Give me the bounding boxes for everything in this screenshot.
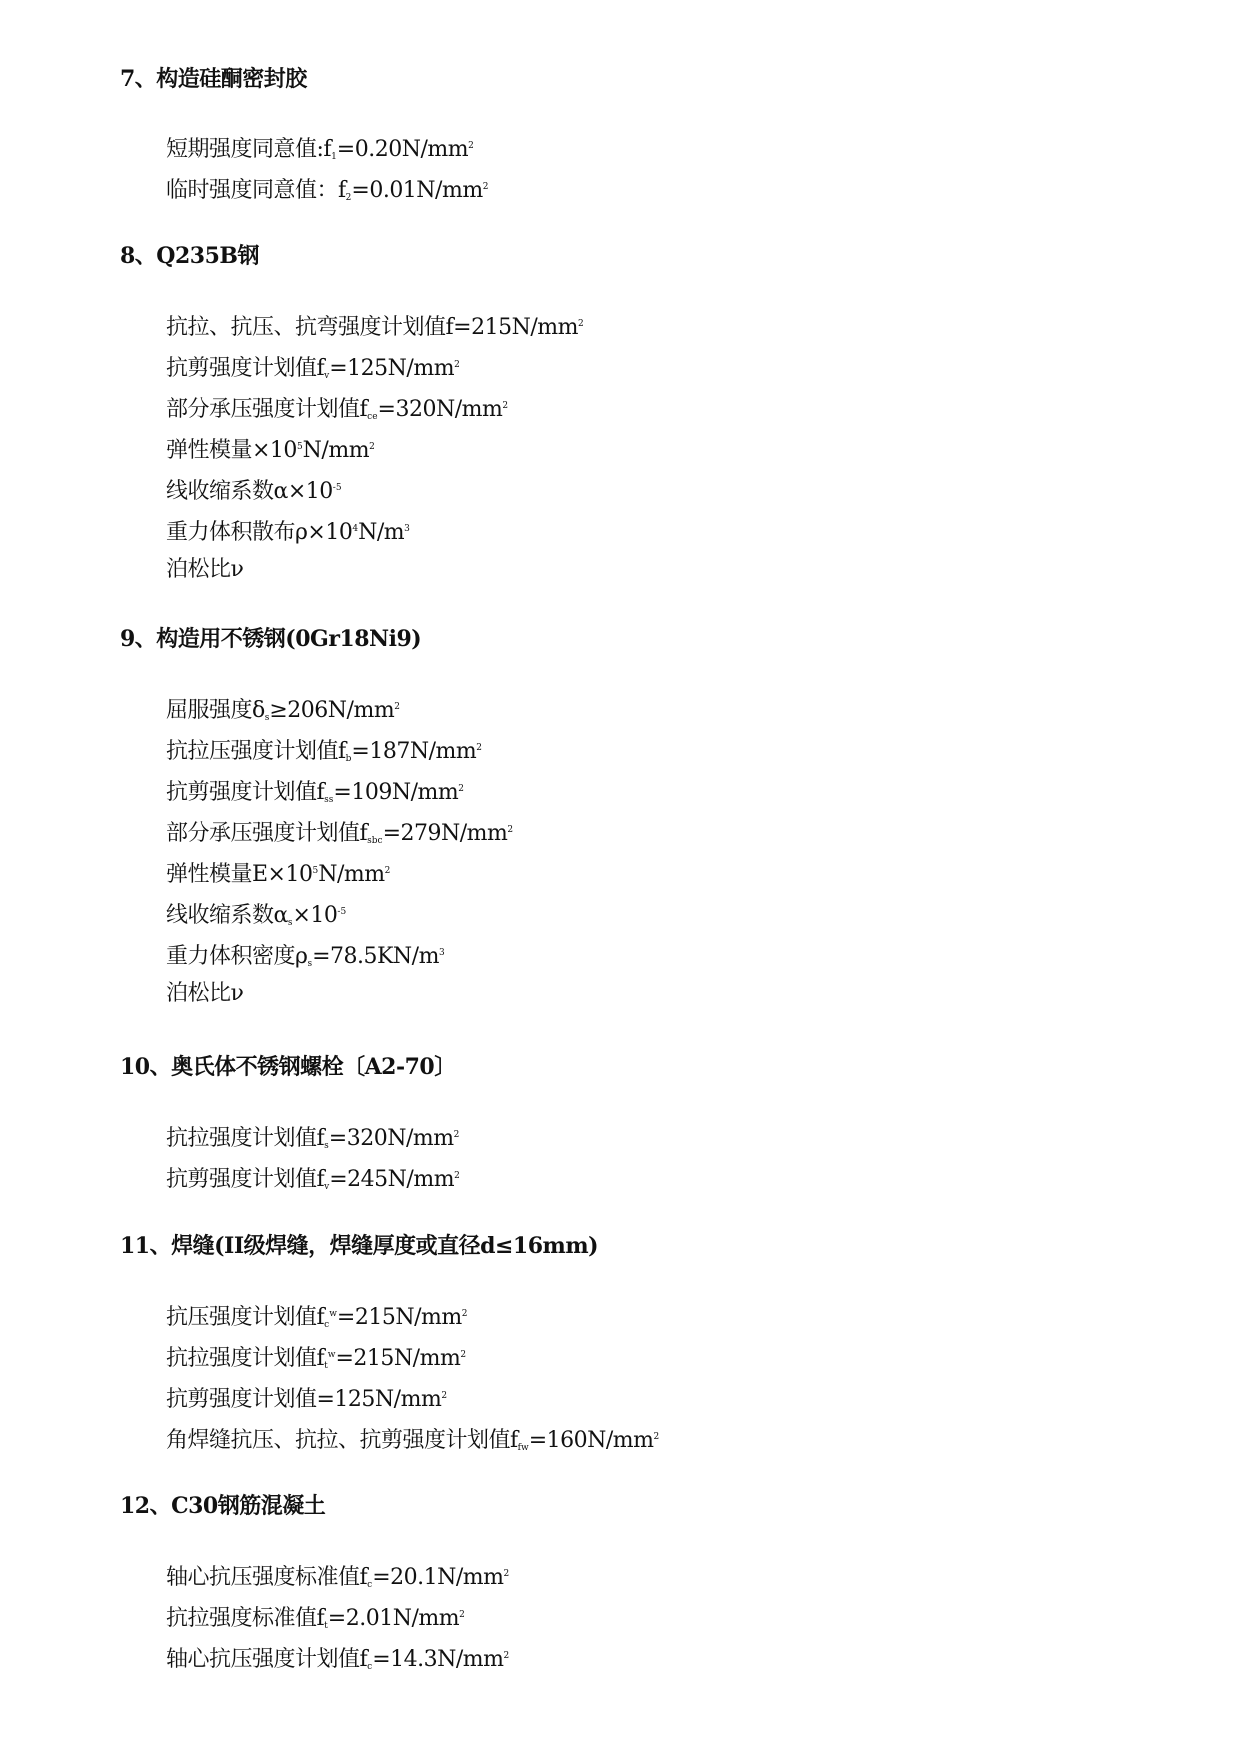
line-text: 抗拉、抗压、抗弯强度计划值f=215N/mm: [166, 315, 578, 340]
line-text: =78.5KN/m: [312, 944, 439, 969]
line-text: 轴心抗压强度标准值f: [166, 1565, 368, 1590]
line-text: 角焊缝抗压、抗拉、抗剪强度计划值f: [166, 1428, 518, 1453]
subscript: ce: [367, 412, 378, 422]
subscript: 2: [345, 193, 352, 203]
line-text: N/mm: [302, 438, 370, 463]
line-text: 抗拉压强度计划值f: [166, 739, 346, 764]
superscript: 3: [404, 524, 410, 534]
spec-line: [166, 733, 482, 774]
superscript: 2: [502, 401, 509, 411]
spec-line: [166, 391, 508, 432]
line-text: 部分承压强度计划值f: [166, 397, 368, 422]
line-text: =125N/mm: [329, 356, 455, 381]
subscript: v: [324, 371, 330, 381]
superscript: 2: [458, 784, 464, 794]
spec-line: [166, 172, 488, 213]
line-text: =109N/mm: [333, 780, 459, 805]
spec-line: [166, 350, 460, 391]
line-text: ×10: [292, 903, 338, 928]
superscript: 2: [482, 182, 489, 192]
superscript: w: [329, 1309, 337, 1319]
subscript: v: [324, 1182, 330, 1192]
line-text: 抗剪强度计划值f: [166, 780, 325, 805]
line-text: 抗剪强度计划值=125N/mm: [166, 1387, 442, 1412]
superscript: 5: [312, 866, 319, 876]
superscript: 2: [503, 1569, 510, 1579]
superscript: 3: [438, 948, 445, 958]
line-text: 弹性模量×10: [166, 438, 297, 463]
section-heading: 10、奥氏体不锈钢螺栓〔A2-70〕: [120, 1054, 456, 1080]
line-text: 抗拉强度计划值f: [166, 1346, 325, 1371]
subscript: s: [307, 959, 313, 969]
line-text: ≥206N/mm: [269, 698, 395, 723]
section-heading: 12、C30钢筋混凝土: [120, 1493, 326, 1519]
spec-line: [166, 1340, 466, 1381]
line-text: 临时强度同意值：f: [166, 178, 346, 203]
spec-line: [166, 514, 410, 548]
line-text: =320N/mm: [377, 397, 503, 422]
superscript: 2: [503, 1651, 510, 1661]
line-text: =279N/mm: [382, 821, 508, 846]
spec-line: [166, 131, 474, 172]
superscript: 2: [441, 1391, 448, 1401]
superscript: 2: [459, 1610, 465, 1620]
section-heading: 9、构造用不锈钢(0Gr18Ni9): [120, 626, 422, 652]
superscript: 2: [461, 1309, 468, 1319]
line-text: N/mm: [318, 862, 385, 887]
line-text: =160N/mm: [528, 1428, 654, 1453]
superscript: 2: [369, 442, 375, 452]
subscript: c: [367, 1662, 373, 1672]
line-text: =320N/mm: [328, 1126, 454, 1151]
line-text: 泊松比ν: [166, 981, 244, 1006]
superscript: 2: [507, 825, 514, 835]
spec-line: [166, 815, 513, 856]
subscript: ss: [324, 795, 334, 805]
spec-line: [166, 692, 400, 733]
subscript: fw: [517, 1443, 529, 1453]
line-text: 抗拉强度计划值f: [166, 1126, 325, 1151]
superscript: 2: [468, 141, 474, 151]
line-text: 抗剪强度计划值f: [166, 1167, 325, 1192]
superscript: -5: [332, 483, 342, 493]
superscript: 2: [577, 319, 584, 329]
subscript: t: [324, 1621, 328, 1631]
subscript: sbc: [367, 836, 383, 846]
superscript: w: [327, 1350, 336, 1360]
spec-line: [166, 555, 243, 585]
line-text: =215N/mm: [335, 1346, 461, 1371]
line-text: 线收缩系数α: [166, 903, 288, 928]
spec-line: [166, 473, 342, 507]
spec-line: [166, 432, 375, 466]
spec-line: [166, 1381, 447, 1415]
line-text: =215N/mm: [336, 1305, 462, 1330]
line-text: 泊松比ν: [166, 557, 244, 582]
line-text: 弹性模量E×10: [166, 862, 313, 887]
line-text: =187N/mm: [351, 739, 477, 764]
line-text: N/m: [358, 520, 405, 545]
section-heading: 11、焊缝(II级焊缝，焊缝厚度或直径d≤16mm): [120, 1233, 599, 1259]
line-text: 抗拉强度标准值f: [166, 1606, 325, 1631]
line-text: 重力体积密度ρ: [166, 944, 308, 969]
spec-line: [166, 1600, 465, 1641]
spec-line: [166, 979, 243, 1009]
superscript: 2: [460, 1350, 467, 1360]
line-text: 屈服强度δ: [166, 698, 265, 723]
spec-line: [166, 897, 346, 938]
line-text: 部分承压强度计划值f: [166, 821, 368, 846]
subscript: s: [264, 713, 270, 723]
superscript: 2: [453, 1130, 460, 1140]
line-text: 抗压强度计划值f: [166, 1305, 325, 1330]
line-text: =0.20N/mm: [336, 137, 469, 162]
line-text: =245N/mm: [329, 1167, 455, 1192]
superscript: -5: [337, 907, 347, 917]
section-heading: 8、Q235B钢: [120, 243, 259, 269]
spec-line: [166, 1559, 509, 1600]
spec-line: [166, 309, 584, 343]
spec-line: [166, 1299, 467, 1340]
section-heading: 7、构造硅酮密封胶: [120, 66, 307, 92]
superscript: 4: [352, 524, 359, 534]
spec-line: [166, 1120, 459, 1161]
subscript: c: [367, 1580, 373, 1590]
spec-line: [166, 856, 390, 890]
line-text: =0.01N/mm: [351, 178, 483, 203]
line-text: 轴心抗压强度计划值f: [166, 1647, 368, 1672]
line-text: 抗剪强度计划值f: [166, 356, 325, 381]
superscript: 2: [454, 1171, 460, 1181]
spec-line: [166, 774, 464, 815]
superscript: 2: [384, 866, 391, 876]
line-text: 短期强度同意值:f: [166, 137, 332, 162]
superscript: 2: [653, 1432, 660, 1442]
line-text: 重力体积散布ρ×10: [166, 520, 353, 545]
line-text: 线收缩系数α×10: [166, 479, 333, 504]
spec-line: [166, 1161, 460, 1202]
subscript: c: [324, 1320, 330, 1330]
subscript: 1: [331, 152, 337, 162]
subscript: t: [324, 1361, 328, 1371]
superscript: 2: [454, 360, 460, 370]
superscript: 5: [296, 442, 303, 452]
subscript: s: [324, 1141, 329, 1151]
superscript: 2: [476, 743, 482, 753]
subscript: s: [287, 918, 293, 928]
spec-line: [166, 1422, 659, 1463]
subscript: b: [345, 754, 352, 764]
spec-line: [166, 1641, 509, 1682]
superscript: 2: [394, 702, 400, 712]
spec-line: [166, 938, 445, 979]
line-text: =14.3N/mm: [372, 1647, 504, 1672]
line-text: =20.1N/mm: [372, 1565, 504, 1590]
line-text: =2.01N/mm: [327, 1606, 460, 1631]
